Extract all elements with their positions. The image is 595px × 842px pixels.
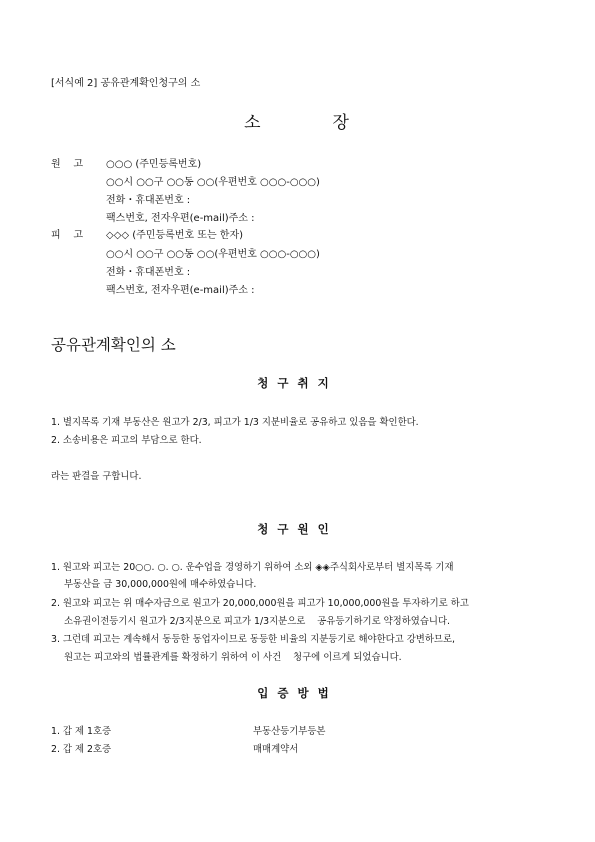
title-char-2: 장: [332, 113, 351, 133]
evidence-item-2-number: 2. 갑 제 2호증: [51, 744, 112, 755]
plaintiff-role: 원 고: [51, 159, 84, 170]
claim-purpose-item-2: 2. 소송비용은 피고의 부담으로 한다.: [51, 435, 202, 446]
defendant-fax-email: 팩스번호, 전자우편(e-mail)주소 :: [106, 285, 255, 296]
claim-cause-line-2: 부동산을 금 30,000,000원에 매수하였습니다.: [64, 579, 257, 590]
claim-purpose-item-1: 1. 별지목록 기재 부동산은 원고가 2/3, 피고가 1/3 지분비율로 공유하고 있음을 확인한다.: [51, 417, 419, 428]
defendant-role: 피 고: [51, 230, 84, 241]
claim-purpose-heading: 청구취지: [257, 376, 338, 390]
case-title: 공유관계확인의 소: [51, 336, 176, 354]
defendant-phone: 전화・휴대폰번호 :: [106, 267, 191, 278]
form-label: [서식예 2] 공유관계확인청구의 소: [51, 78, 201, 89]
claim-cause-line-4: 소유권이전등기시 원고가 2/3지분으로 피고가 1/3지분으로 공유등기하기로 약정하였습니다.: [64, 616, 451, 627]
evidence-heading: 입증방법: [257, 686, 338, 700]
claim-cause-line-6: 원고는 피고와의 법률관계를 확정하기 위하여 이 사건 청구에 이르게 되었습니다.: [64, 652, 402, 663]
evidence-item-1-number: 1. 갑 제 1호증: [51, 726, 112, 737]
defendant-address: ○○시 ○○구 ○○동 ○○(우편번호 ○○○-○○○): [106, 249, 320, 260]
plaintiff-name: ○○○ (주민등록번호): [106, 159, 202, 170]
plaintiff-address: ○○시 ○○구 ○○동 ○○(우편번호 ○○○-○○○): [106, 177, 320, 188]
claim-cause-line-1: 1. 원고와 피고는 20○○. ○. ○. 운수업을 경영하기 위하여 소외 ◈◈주식회사로부터 별지목록 기재: [51, 562, 454, 573]
title-char-1: 소: [244, 113, 263, 133]
claim-cause-line-5: 3. 그런데 피고는 계속해서 동등한 동업자이므로 동등한 비율의 지분등기로 해야한다고 강변하므로,: [51, 634, 455, 645]
plaintiff-phone: 전화・휴대폰번호 :: [106, 195, 191, 206]
evidence-item-2-description: 매매계약서: [253, 744, 299, 755]
defendant-name: ◇◇◇ (주민등록번호 또는 한자): [106, 230, 244, 241]
evidence-item-1-description: 부동산등기부등본: [253, 726, 326, 737]
claim-purpose-closing: 라는 판결을 구합니다.: [51, 471, 142, 482]
plaintiff-fax-email: 팩스번호, 전자우편(e-mail)주소 :: [106, 213, 255, 224]
claim-cause-line-3: 2. 원고와 피고는 위 매수자금으로 원고가 20,000,000원을 피고가 10,000,000원을 투자하기로 하고: [51, 598, 469, 609]
claim-cause-heading: 청구원인: [257, 522, 338, 536]
document-title: [0, 108, 595, 133]
